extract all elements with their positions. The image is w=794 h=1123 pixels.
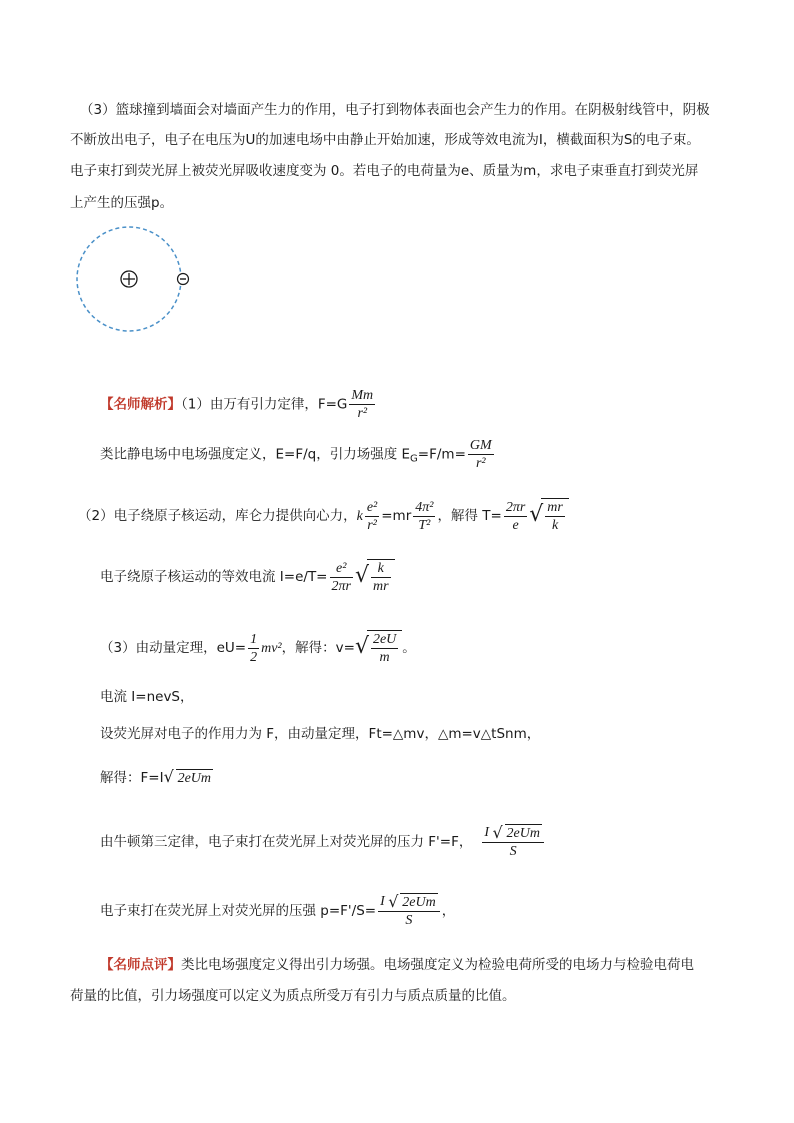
square-root: √ $\frac{k}{mr}$ xyxy=(355,559,395,595)
fraction: $\frac{\text{e²}}{\text{r²}}$ xyxy=(366,499,378,533)
fraction: $\frac{\text{4π²}}{\text{T²}}$ xyxy=(415,499,434,533)
fraction: $\frac{\text{e²}}{2\pi r}$ xyxy=(331,560,351,594)
analysis-line-8: 解得：F=I √ 2eUm xyxy=(100,767,211,786)
problem-line-4: 上产生的压强p。 xyxy=(70,195,174,211)
square-root: √ $\frac{2eU}{m}$ xyxy=(355,630,402,666)
atom-diagram xyxy=(70,222,190,342)
fraction: $\frac{1}{2}$ xyxy=(250,631,258,665)
analysis-line-6: 电流 I=nevS， xyxy=(100,689,194,705)
comment-line-1: 【名师点评】类比电场强度定义得出引力场强。电场强度定义为检验电荷所受的电场力与检验电荷电 xyxy=(100,957,694,973)
square-root: √ $\frac{mr}{k}$ xyxy=(529,498,569,534)
electron-icon xyxy=(178,274,189,285)
fraction: $\frac{GM}{\text{r²}}$ xyxy=(469,438,492,471)
analysis-tag: 【名师解析】 xyxy=(100,396,181,413)
square-root: √ 2eUm xyxy=(163,767,211,786)
square-root: √ 2eUm xyxy=(492,823,540,842)
fraction: I √ 2eUm S xyxy=(378,893,440,929)
analysis-line-5: （3）由动量定理，eU= $\frac{1}{2}$ mv²，解得：v= √ $\frac{2eU}{m}$ 。 xyxy=(100,631,416,665)
comment-line-2: 荷量的比值，引力场强度可以定义为质点所受万有引力与质点质量的比值。 xyxy=(70,988,516,1004)
fraction: $\frac{2\pi r}{e}$ xyxy=(505,499,526,533)
fraction: I √ 2eUm S xyxy=(482,824,544,860)
comment-tag: 【名师点评】 xyxy=(100,957,181,973)
problem-line-3: 电子束打到荧光屏上被荧光屏吸收速度变为 0。若电子的电荷量为e、质量为m，求电子束垂直打到荧光屏 xyxy=(70,163,699,179)
analysis-line-1: 【名师解析】（1）由万有引力定律，F=G $\frac{Mm}{\text{r²}}$ xyxy=(100,388,374,421)
analysis-line-2: 类比静电场中电场强度定义，E=F/q，引力场强度 $E_G=F/m=$ $\frac{GM}{\text{r²}}$ xyxy=(100,438,492,471)
analysis-line-3: （2）电子绕原子核运动，库仑力提供向心力，k $\frac{\text{e²}}{\text{r²}}$ =mr $\frac{\text{4π²}}{\text{T²}}$ ，解得 T= $\frac{2\pi r}{e}$ √ $\frac{mr}{k}$ xyxy=(78,498,569,534)
square-root: √ 2eUm xyxy=(388,892,436,911)
problem-line-1: （3）篮球撞到墙面会对墙面产生力的作用，电子打到物体表面也会产生力的作用。在阴极射线管中，阴极 xyxy=(80,102,710,118)
analysis-line-7: 设荧光屏对电子的作用力为 F，由动量定理，Ft=△mv，△m=v△tSnm， xyxy=(100,726,541,742)
analysis-line-4: 电子绕原子核运动的等效电流 I=e/T= $\frac{\text{e²}}{2\pi r}$ √ $\frac{k}{mr}$ xyxy=(100,559,395,595)
analysis-line-9: 由牛顿第三定律，电子束打在荧光屏上对荧光屏的压力 F'=F， I √ 2eUm S xyxy=(100,824,546,860)
nucleus-icon xyxy=(121,271,137,287)
fraction: $\frac{Mm}{\text{r²}}$ xyxy=(351,388,374,421)
analysis-line-10: 电子束打在荧光屏上对荧光屏的压强 p=F'/S= I √ 2eUm S ， xyxy=(100,892,456,928)
problem-line-2: 不断放出电子，电子在电压为U的加速电场中由静止开始加速，形成等效电流为I，横截面积为S的电子束。 xyxy=(70,132,700,148)
